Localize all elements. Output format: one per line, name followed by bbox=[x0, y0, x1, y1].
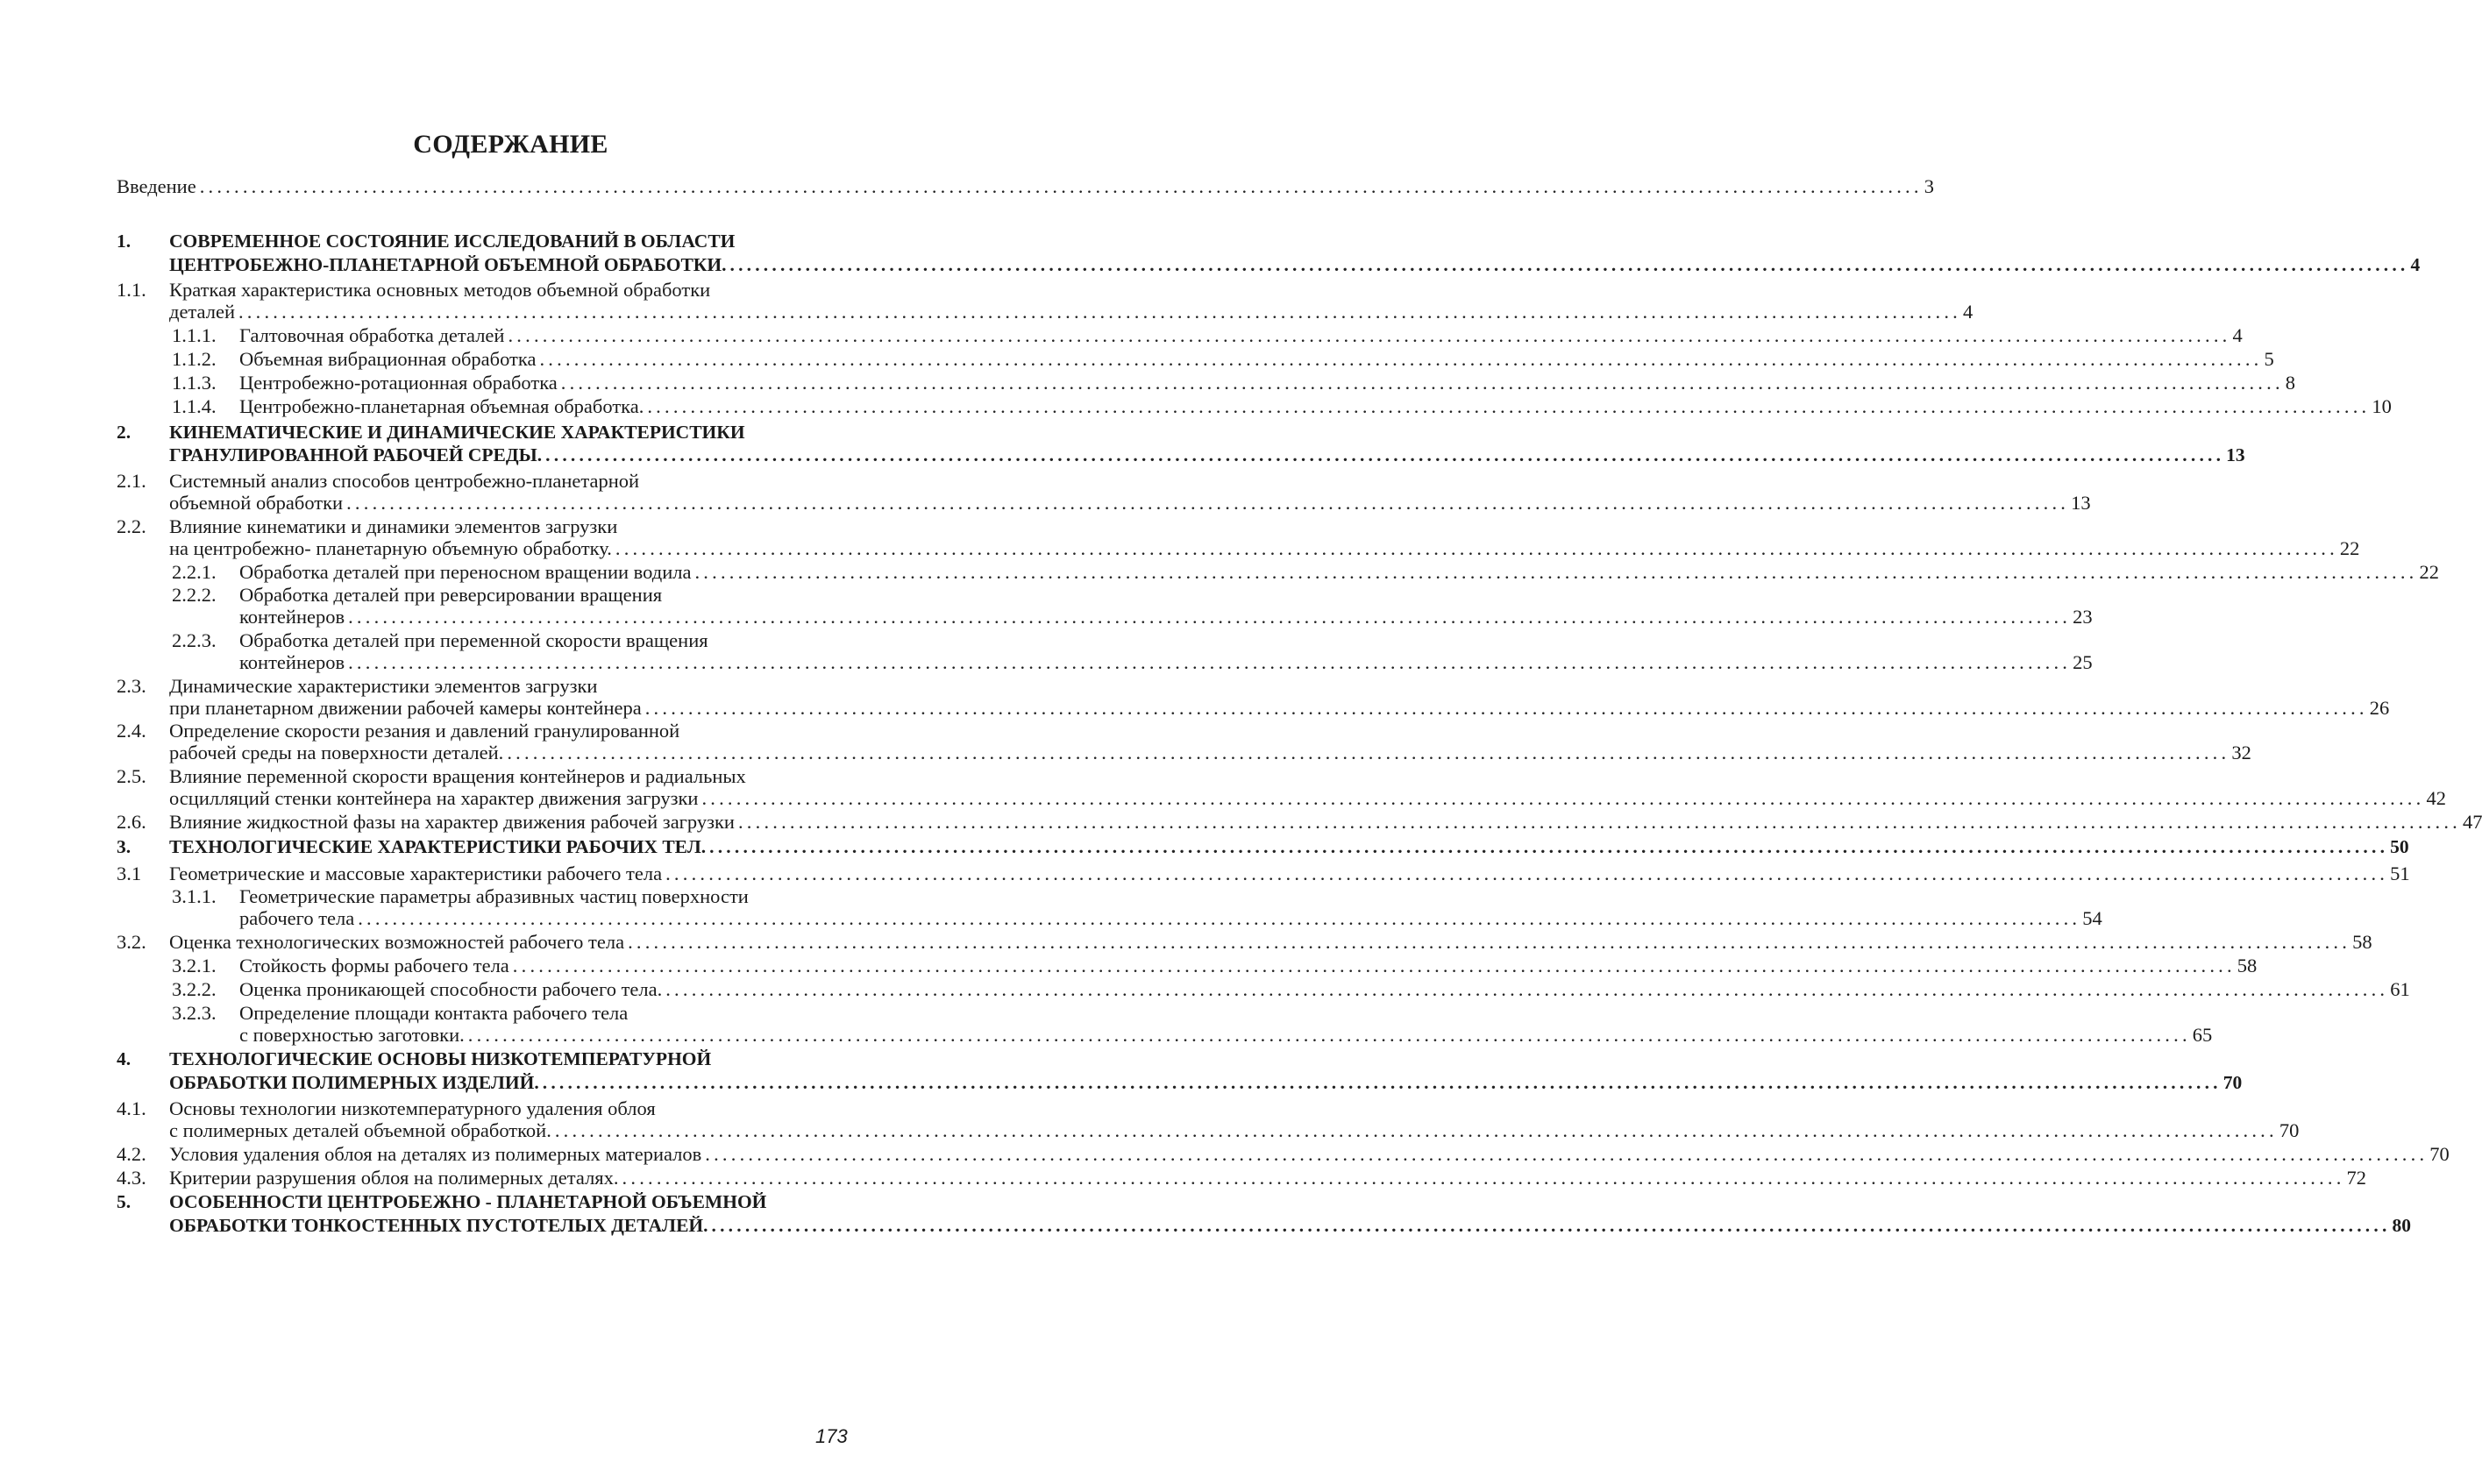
toc-section-number: 4.3. bbox=[117, 1167, 146, 1189]
dot-leader: ........................................................................................................................................................................................................ bbox=[542, 1072, 2222, 1093]
toc-chapter-2-title[interactable]: КИНЕМАТИЧЕСКИЕ И ДИНАМИЧЕСКИЕ ХАРАКТЕРИСТИКИ bbox=[169, 422, 745, 443]
dot-leader: ........................................................................................................................................................................................................ bbox=[348, 606, 2072, 628]
toc-entry-intro[interactable]: Введение ........................................................................................................................................................................................................ 3 bbox=[117, 175, 1934, 197]
toc-section-title[interactable]: Системный анализ способов центробежно-планетарной bbox=[169, 470, 640, 492]
toc-subsection-1-1-2[interactable]: Объемная вибрационная обработка ........................................................................................................................................................................................................ 5 bbox=[239, 348, 2274, 370]
dot-leader: ........................................................................................................................................................................................................ bbox=[199, 175, 1923, 197]
toc-section-4-1[interactable]: с полимерных деталей объемной обработкой. ........................................................................................................................................................................................................ 70 bbox=[169, 1119, 2300, 1141]
toc-chapter-4-title[interactable]: ТЕХНОЛОГИЧЕСКИЕ ОСНОВЫ НИЗКОТЕМПЕРАТУРНОЙ bbox=[169, 1048, 712, 1069]
toc-section-number: 3.2. bbox=[117, 931, 146, 953]
toc-section-2-6[interactable]: Влияние жидкостной фазы на характер движения рабочей загрузки ........................................................................................................................................................................................................ 47 bbox=[169, 811, 2482, 833]
toc-section-3-1[interactable]: Геометрические и массовые характеристики рабочего тела ........................................................................................................................................................................................................ 51 bbox=[169, 863, 2410, 884]
toc-section-title[interactable]: Влияние переменной скорости вращения контейнеров и радиальных bbox=[169, 765, 746, 787]
toc-subsection-3-1-1[interactable]: рабочего тела ........................................................................................................................................................................................................ 54 bbox=[239, 907, 2102, 929]
toc-subsection-3-2-2[interactable]: Оценка проникающей способности рабочего тела. ........................................................................................................................................................................................................ 61 bbox=[239, 978, 2410, 1000]
dot-leader: ........................................................................................................................................................................................................ bbox=[622, 1167, 2345, 1189]
toc-section-number: 2.6. bbox=[117, 811, 146, 833]
dot-leader: ........................................................................................................................................................................................................ bbox=[507, 742, 2230, 763]
toc-subsection-1-1-4[interactable]: Центробежно-планетарная объемная обработка. ........................................................................................................................................................................................................ 10 bbox=[239, 395, 2392, 417]
toc-subsection-1-1-1[interactable]: Галтовочная обработка деталей ........................................................................................................................................................................................................ 4 bbox=[239, 324, 2243, 346]
dot-leader: ........................................................................................................................................................................................................ bbox=[615, 537, 2338, 559]
dot-leader: ........................................................................................................................................................................................................ bbox=[554, 1119, 2278, 1141]
dot-leader: ........................................................................................................................................................................................................ bbox=[628, 931, 2351, 953]
toc-chapter-4[interactable]: ОБРАБОТКИ ПОЛИМЕРНЫХ ИЗДЕЛИЙ. ........................................................................................................................................................................................................ 70 bbox=[169, 1072, 2243, 1093]
toc-section-title[interactable]: Краткая характеристика основных методов объемной обработки bbox=[169, 279, 711, 301]
toc-section-number: 2.2. bbox=[117, 515, 146, 537]
toc-section-number: 2.4. bbox=[117, 720, 146, 742]
dot-leader: ........................................................................................................................................................................................................ bbox=[508, 324, 2231, 346]
toc-subsection-2-2-3[interactable]: контейнеров ........................................................................................................................................................................................................ 25 bbox=[239, 651, 2093, 673]
toc-chapter-number: 3. bbox=[117, 836, 132, 857]
toc-section-title[interactable]: Основы технологии низкотемпературного удаления облоя bbox=[169, 1097, 656, 1119]
dot-leader: ........................................................................................................................................................................................................ bbox=[701, 787, 2425, 809]
dot-leader: ........................................................................................................................................................................................................ bbox=[644, 697, 2368, 719]
dot-leader: ........................................................................................................................................................................................................ bbox=[346, 492, 2070, 514]
toc-section-2-2[interactable]: на центробежно- планетарную объемную обработку. ........................................................................................................................................................................................................ 22 bbox=[169, 537, 2360, 559]
toc-subsection-number: 2.2.1. bbox=[172, 561, 217, 583]
toc-subsection-number: 3.2.3. bbox=[172, 1002, 217, 1024]
dot-leader: ........................................................................................................................................................................................................ bbox=[694, 561, 2418, 583]
toc-chapter-3[interactable]: ТЕХНОЛОГИЧЕСКИЕ ХАРАКТЕРИСТИКИ РАБОЧИХ ТЕЛ. ........................................................................................................................................................................................................ 50 bbox=[169, 836, 2409, 857]
dot-leader: ........................................................................................................................................................................................................ bbox=[238, 301, 1961, 323]
dot-leader: ........................................................................................................................................................................................................ bbox=[729, 254, 2409, 275]
toc-subsection-number: 1.1.3. bbox=[172, 372, 217, 394]
dot-leader: ........................................................................................................................................................................................................ bbox=[545, 444, 2225, 465]
dot-leader: ........................................................................................................................................................................................................ bbox=[709, 836, 2389, 857]
toc-subsection-title[interactable]: Обработка деталей при реверсировании вращения bbox=[239, 584, 663, 606]
toc-subsection-number: 1.1.2. bbox=[172, 348, 217, 370]
dot-leader: ........................................................................................................................................................................................................ bbox=[348, 651, 2072, 673]
dot-leader: ........................................................................................................................................................................................................ bbox=[467, 1024, 2191, 1046]
toc-section-title[interactable]: Определение скорости резания и давлений гранулированной bbox=[169, 720, 680, 742]
toc-section-4-2[interactable]: Условия удаления облоя на деталях из полимерных материалов ........................................................................................................................................................................................................ 70 bbox=[169, 1143, 2450, 1165]
toc-chapter-number: 4. bbox=[117, 1048, 132, 1069]
toc-subsection-number: 3.2.1. bbox=[172, 955, 217, 976]
dot-leader: ........................................................................................................................................................................................................ bbox=[512, 955, 2236, 976]
toc-chapter-5-title[interactable]: ОСОБЕННОСТИ ЦЕНТРОБЕЖНО - ПЛАНЕТАРНОЙ ОБЪЕМНОЙ bbox=[169, 1191, 767, 1212]
toc-subsection-number: 1.1.4. bbox=[172, 395, 217, 417]
dot-leader: ........................................................................................................................................................................................................ bbox=[665, 863, 2389, 884]
toc-section-2-4[interactable]: рабочей среды на поверхности деталей. ........................................................................................................................................................................................................ 32 bbox=[169, 742, 2251, 763]
toc-chapter-5[interactable]: ОБРАБОТКИ ТОНКОСТЕННЫХ ПУСТОТЕЛЫХ ДЕТАЛЕЙ. ........................................................................................................................................................................................................ 80 bbox=[169, 1215, 2412, 1236]
toc-section-2-5[interactable]: осцилляций стенки контейнера на характер движения загрузки ........................................................................................................................................................................................................ 42 bbox=[169, 787, 2446, 809]
dot-leader: ........................................................................................................................................................................................................ bbox=[711, 1215, 2391, 1236]
toc-chapter-number: 2. bbox=[117, 422, 132, 443]
toc-section-number: 2.3. bbox=[117, 675, 146, 697]
toc-subsection-1-1-3[interactable]: Центробежно-ротационная обработка ........................................................................................................................................................................................................ 8 bbox=[239, 372, 2296, 394]
dot-leader: ........................................................................................................................................................................................................ bbox=[737, 811, 2461, 833]
toc-section-1-1[interactable]: деталей ........................................................................................................................................................................................................ 4 bbox=[169, 301, 1974, 323]
toc-subsection-3-2-3[interactable]: с поверхностью заготовки. ........................................................................................................................................................................................................ 65 bbox=[239, 1024, 2213, 1046]
toc-section-3-2[interactable]: Оценка технологических возможностей рабочего тела ........................................................................................................................................................................................................ 58 bbox=[169, 931, 2372, 953]
page-title: СОДЕРЖАНИЕ bbox=[413, 130, 608, 159]
toc-subsection-2-2-2[interactable]: контейнеров ........................................................................................................................................................................................................ 23 bbox=[239, 606, 2093, 628]
toc-chapter-2[interactable]: ГРАНУЛИРОВАННОЙ РАБОЧЕЙ СРЕДЫ. ........................................................................................................................................................................................................ 13 bbox=[169, 444, 2245, 465]
toc-section-number: 2.1. bbox=[117, 470, 146, 492]
toc-subsection-3-2-1[interactable]: Стойкость формы рабочего тела ........................................................................................................................................................................................................ 58 bbox=[239, 955, 2258, 976]
toc-section-number: 3.1 bbox=[117, 863, 142, 884]
toc-chapter-number: 5. bbox=[117, 1191, 132, 1212]
toc-section-2-1[interactable]: объемной обработки ........................................................................................................................................................................................................ 13 bbox=[169, 492, 2091, 514]
dot-leader: ........................................................................................................................................................................................................ bbox=[358, 907, 2081, 929]
toc-section-number: 1.1. bbox=[117, 279, 146, 301]
toc-section-2-3[interactable]: при планетарном движении рабочей камеры контейнера ........................................................................................................................................................................................................ 26 bbox=[169, 697, 2390, 719]
toc-section-title[interactable]: Влияние кинематики и динамики элементов загрузки bbox=[169, 515, 618, 537]
toc-chapter-1-title[interactable]: СОВРЕМЕННОЕ СОСТОЯНИЕ ИССЛЕДОВАНИЙ В ОБЛАСТИ bbox=[169, 231, 736, 252]
toc-subsection-2-2-1[interactable]: Обработка деталей при переносном вращении водила ........................................................................................................................................................................................................ 22 bbox=[239, 561, 2439, 583]
toc-subsection-number: 3.2.2. bbox=[172, 978, 217, 1000]
toc-subsection-number: 1.1.1. bbox=[172, 324, 217, 346]
toc-subsection-number: 3.1.1. bbox=[172, 885, 217, 907]
toc-subsection-number: 2.2.2. bbox=[172, 584, 217, 606]
dot-leader: ........................................................................................................................................................................................................ bbox=[705, 1143, 2429, 1165]
dot-leader: ........................................................................................................................................................................................................ bbox=[665, 978, 2389, 1000]
toc-section-4-3[interactable]: Критерии разрушения облоя на полимерных деталях. ........................................................................................................................................................................................................ 72 bbox=[169, 1167, 2367, 1189]
dot-leader: ........................................................................................................................................................................................................ bbox=[539, 348, 2263, 370]
page-number: 173 bbox=[815, 1425, 848, 1447]
dot-leader: ........................................................................................................................................................................................................ bbox=[560, 372, 2284, 394]
toc-section-title[interactable]: Динамические характеристики элементов загрузки bbox=[169, 675, 598, 697]
toc-section-number: 4.1. bbox=[117, 1097, 146, 1119]
dot-leader: ........................................................................................................................................................................................................ bbox=[647, 395, 2371, 417]
toc-subsection-title[interactable]: Обработка деталей при переменной скорости вращения bbox=[239, 629, 708, 651]
toc-section-number: 4.2. bbox=[117, 1143, 146, 1165]
toc-subsection-title[interactable]: Геометрические параметры абразивных частиц поверхности bbox=[239, 885, 749, 907]
toc-subsection-title[interactable]: Определение площади контакта рабочего тела bbox=[239, 1002, 629, 1024]
toc-chapter-number: 1. bbox=[117, 231, 132, 252]
toc-section-number: 2.5. bbox=[117, 765, 146, 787]
toc-subsection-number: 2.2.3. bbox=[172, 629, 217, 651]
toc-chapter-1[interactable]: ЦЕНТРОБЕЖНО-ПЛАНЕТАРНОЙ ОБЪЕМНОЙ ОБРАБОТКИ. ........................................................................................................................................................................................................ 4 bbox=[169, 254, 2421, 275]
